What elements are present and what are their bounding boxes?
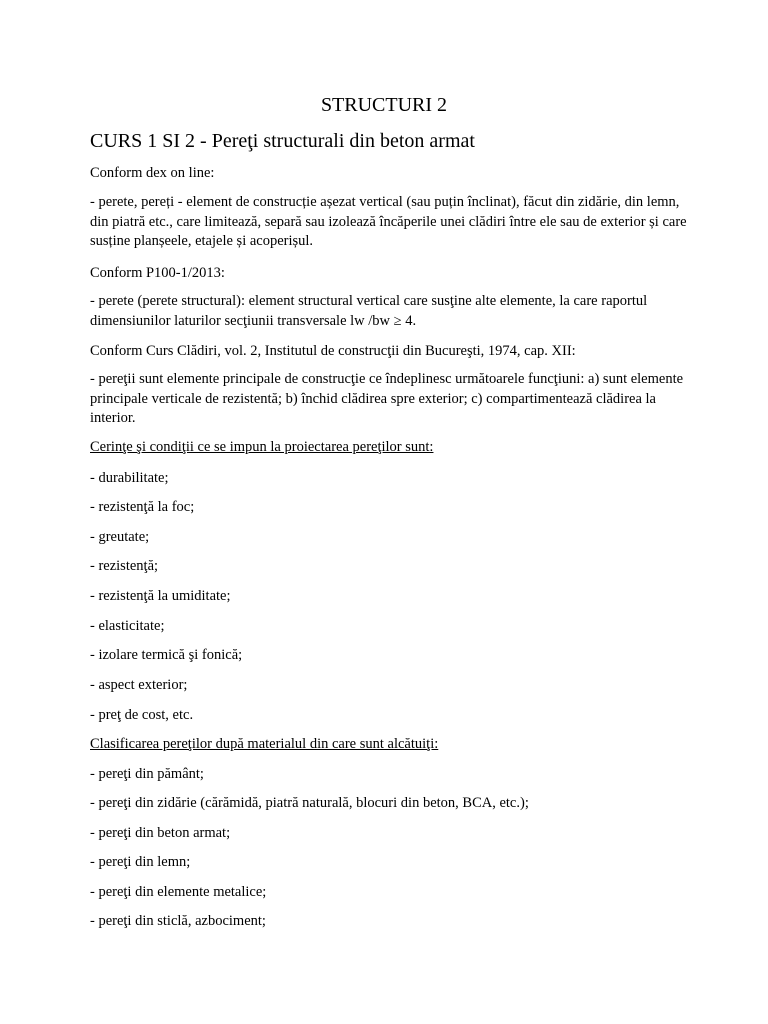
list-item: - rezistenţă;: [90, 558, 159, 574]
list-item: - aspect exterior;: [90, 677, 188, 693]
list-item: - durabilitate;: [90, 470, 169, 486]
classification-heading: Clasificarea pereţilor după materialul din care sunt alcătuiţi:: [90, 736, 439, 752]
list-item: - preţ de cost, etc.: [90, 707, 194, 723]
list-item: - elasticitate;: [90, 618, 165, 634]
p100-definition: - perete (perete structural): element structural vertical care susţine alte elemente, la care raportul dimensiunilor laturilor secţiunii transversale lw /bw ≥ 4.: [90, 293, 648, 329]
list-item: - pereţi din elemente metalice;: [90, 884, 267, 900]
document-title: STRUCTURI 2: [320, 94, 448, 116]
list-item: - pereţi din lemn;: [90, 854, 191, 870]
list-item: - pereţi din sticlă, azbociment;: [90, 913, 266, 929]
curs-label: Conform Curs Clădiri, vol. 2, Institutul de construcţii din Bucureşti, 1974, cap. XII:: [90, 343, 576, 359]
course-heading: CURS 1 SI 2 - Pereţi structurali din beton armat: [90, 130, 475, 152]
p100-label: Conform P100-1/2013:: [90, 265, 225, 281]
dex-label: Conform dex on line:: [90, 165, 215, 181]
requirements-heading: Cerinţe şi condiţii ce se impun la proiectarea pereţilor sunt:: [90, 439, 434, 455]
list-item: - greutate;: [90, 529, 150, 545]
list-item: - pereţi din zidărie (cărămidă, piatră naturală, blocuri din beton, BCA, etc.);: [90, 795, 529, 811]
list-item: - izolare termică şi fonică;: [90, 647, 243, 663]
list-item: - pereţi din pământ;: [90, 766, 204, 782]
list-item: - rezistenţă la umiditate;: [90, 588, 231, 604]
list-item: - rezistenţă la foc;: [90, 499, 195, 515]
curs-definition: - pereţii sunt elemente principale de construcţie ce îndeplinesc următoarele funcţiuni: a) sunt elemente principale verticale de rezistentă; b) închid clădirea spre exterior; c) compartimentează clădirea la interior.: [90, 371, 684, 426]
dex-definition: - perete, pereți - element de construcție așezat vertical (sau puțin înclinat), făcut din zidărie, din lemn, din piatră etc., care limitează, separă sau izolează încăperile unei clădiri între ele sau de exterior și care susține planșeele, etajele și acoperișul.: [90, 194, 687, 249]
list-item: - pereţi din beton armat;: [90, 825, 231, 841]
